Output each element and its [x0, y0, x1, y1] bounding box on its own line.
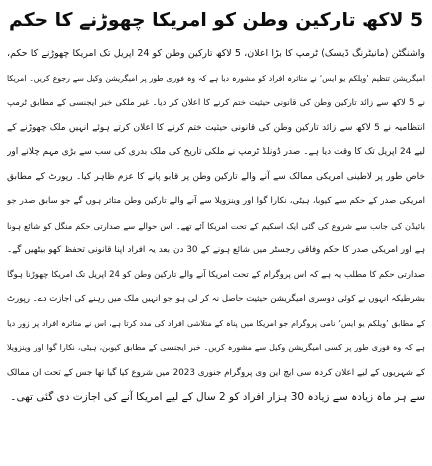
body-line-7: امریکی صدر کے حکم سے کیوبا، ہیٹی، نکارا گوا اور وینزویلا سے آنے والے تارکین وطن متاثر ہوں گے جو سابق صدر جو	[7, 196, 425, 206]
body-line-2: امیگریشن تنظیم ’ویلکم یو ایس‘ نے متاثرہ افراد کو مشورہ دیا ہے کہ وہ فوری طور پر امیگریشن وکیل سے رجوع کریں۔ امریکا	[7, 73, 425, 83]
body-line-13: ہے کہ وہ فوری طور پر کسی امیگریشن وکیل سے مشورہ کریں۔ خبر ایجنسی کے مطابق کیوبن، ہیٹی، نکارا گوا اور وینزویلا	[7, 343, 425, 352]
body-line-6: خاص طور پر لاطینی امریکی ممالک سے آنے والے تارکین وطن پر قابو پانے کا عزم ظاہر کیا۔ رپورٹ کے مطابق	[7, 171, 425, 182]
body-line-10: صدارتی حکم کا مطلب یہ ہے کہ اس پروگرام کے تحت امریکا آنے والے تارکین وطن کو 24 اپریل تک امریکا چھوڑنا ہوگا	[7, 269, 425, 280]
body-line-12: کے مطابق ’ویلکم یو ایس‘ نامی پروگرام جو امریکا میں پناہ کے متلاشی افراد کی مدد کرتا ہے، اس نے متاثرہ افراد پر زور دیا	[7, 318, 425, 328]
body-line-14: کے شہریوں کے لیے اعلان کردہ سی ایچ این وی پروگرام جنوری 2023 میں شروع کیا گیا تھا جس کے تحت ان ممالک	[7, 367, 425, 378]
body-line-9: ہے اور امریکی صدر کا حکم وفاقی رجسٹر میں شائع ہونے کے 30 دن بعد یہ افراد اپنا قانونی تحفظ کھو بیٹھیں گے۔	[7, 245, 425, 255]
body-line-4: انتظامیہ نے 5 لاکھ سے زائد تارکین وطن کی قانونی حیثیت ختم کرنے کا اعلان کرتے ہوئے انہیں ملک چھوڑنے کے	[7, 122, 425, 133]
body-line-15: سے ہر ماہ زیادہ سے زیادہ 30 ہزار افراد کو 2 سال کے لیے امریکا آنے کی اجازت دی گئی تھی۔	[10, 391, 425, 403]
article-body	[7, 42, 425, 410]
article-headline: 5 لاکھ تارکین وطن کو امریکا چھوڑنے کا حکم	[8, 10, 423, 31]
body-line-5: لیے 24 اپریل تک کا وقت دیا ہے۔ صدر ڈونلڈ ٹرمپ نے ملکی تاریخ کی ملک بدری کی سب سے بڑی مہم چلانے اور	[7, 147, 425, 157]
body-line-1: واشنگٹن (مانیٹرنگ ڈیسک) ٹرمپ کا بڑا اعلان، 5 لاکھ تارکین وطن کو 24 اپریل تک امریکا چھوڑنے کا حکم،	[7, 48, 425, 59]
body-line-8: بائیڈن کی جانب سے شروع کی گئی ایک اسکیم کے تحت امریکا آئے تھے۔ اس حوالے سے صدارتی حکم منگل کو شائع ہونا	[7, 220, 425, 231]
body-line-3: نے 5 لاکھ سے زائد تارکین وطن کی قانونی حیثیت ختم کرنے کا اعلان کر دیا۔ غیر ملکی خبر ایجنسی کے مطابق ٹرمپ	[7, 98, 425, 108]
body-line-11: بشرطیکہ انہوں نے کوئی دوسری امیگریشن حیثیت حاصل نہ کر لی ہو جو انہیں ملک میں رہنے کی اجازت دے۔ رپورٹ	[7, 294, 425, 304]
